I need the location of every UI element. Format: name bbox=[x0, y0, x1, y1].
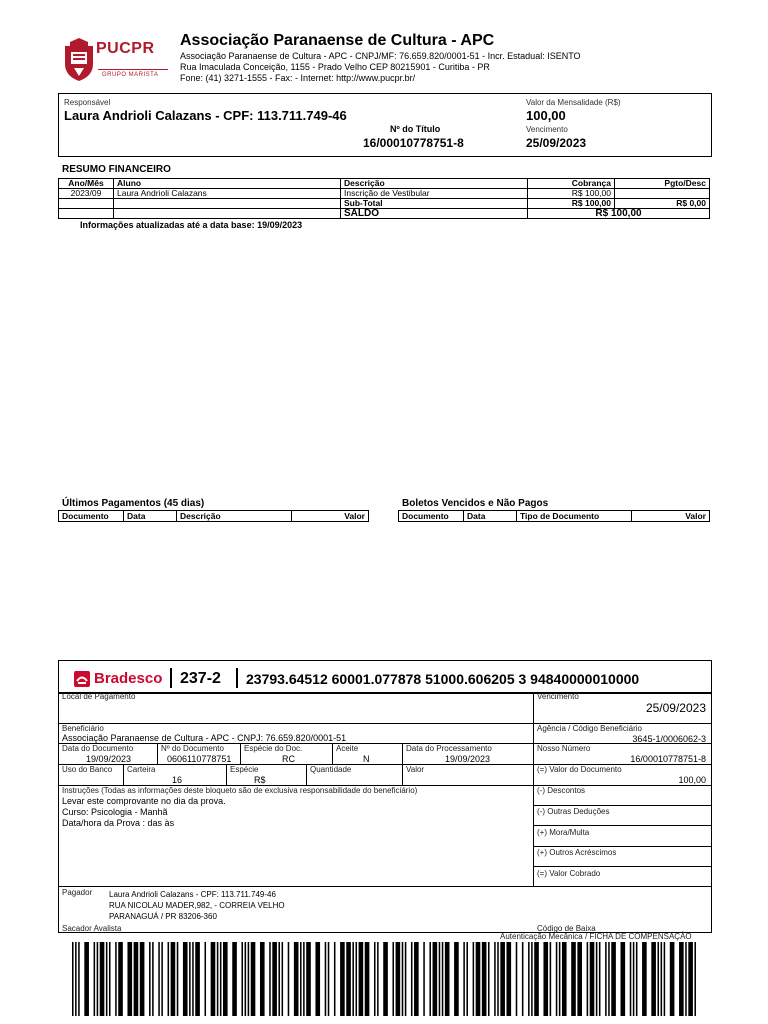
barcode-bar bbox=[636, 942, 638, 1016]
barcode-bar bbox=[251, 942, 256, 1016]
barcode-bar bbox=[72, 942, 74, 1016]
data-proc-label: Data do Processamento bbox=[406, 744, 492, 753]
barcode-bar bbox=[158, 942, 160, 1016]
barcode-bar bbox=[651, 942, 656, 1016]
barcode-bar bbox=[402, 942, 404, 1016]
barcode-bar bbox=[405, 942, 407, 1016]
titulo-label: Nº do Título bbox=[390, 124, 441, 134]
barcode-bar bbox=[587, 942, 589, 1016]
valor-label: Valor bbox=[406, 765, 425, 774]
col-data: Data bbox=[464, 511, 517, 522]
responsavel-value: Laura Andrioli Calazans - CPF: 113.711.749-46 bbox=[64, 108, 347, 123]
barcode-bar bbox=[688, 942, 693, 1016]
barcode-bar bbox=[559, 942, 561, 1016]
barcode-bar bbox=[288, 942, 290, 1016]
barcode-bar bbox=[562, 942, 567, 1016]
pagador-line-1: Laura Andrioli Calazans - CPF: 113.711.749-46 bbox=[109, 890, 276, 899]
saldo-value: R$ 100,00 bbox=[528, 209, 710, 219]
barcode-bar bbox=[556, 942, 558, 1016]
barcode-bar bbox=[223, 942, 228, 1016]
pagador-line-2: RUA NICOLAU MADER,982, - CORREIA VELHO bbox=[109, 901, 285, 910]
data-proc-value: 19/09/2023 bbox=[445, 754, 491, 764]
barcode-bar bbox=[340, 942, 345, 1016]
instrucao-line-1: Levar este comprovante no dia da prova. bbox=[62, 796, 226, 806]
pucpr-crest-icon bbox=[62, 38, 96, 82]
barcode-bar bbox=[414, 942, 419, 1016]
barcode-bar bbox=[423, 942, 425, 1016]
barcode-bar bbox=[100, 942, 105, 1016]
instrucao-line-3: Data/hora da Prova : das às bbox=[62, 818, 175, 828]
data-doc-value: 19/09/2023 bbox=[86, 754, 132, 764]
barcode-bar bbox=[383, 942, 388, 1016]
valor-doc-value: 100,00 bbox=[678, 775, 706, 785]
barcode-bar bbox=[78, 942, 80, 1016]
outras-deducoes-label: (-) Outras Deduções bbox=[537, 807, 610, 816]
barcode-bar bbox=[183, 942, 188, 1016]
barcode-bar bbox=[377, 942, 379, 1016]
barcode-bar bbox=[571, 942, 576, 1016]
instrucoes-label: Instruções (Todas as informações deste bloqueto são de exclusiva responsabilidade do beneficiário) bbox=[62, 786, 418, 795]
barcode-bar bbox=[75, 942, 77, 1016]
barcode-bar bbox=[315, 942, 320, 1016]
col-pgto-desc: Pgto/Desc bbox=[615, 179, 710, 189]
barcode-bar bbox=[429, 942, 431, 1016]
barcode-bar bbox=[260, 942, 265, 1016]
barcode-bar bbox=[152, 942, 154, 1016]
col-descricao: Descrição bbox=[177, 511, 292, 522]
barcode-bar bbox=[500, 942, 505, 1016]
col-tipo: Tipo de Documento bbox=[517, 511, 632, 522]
codigo-baixa-label: Código de Baixa bbox=[537, 924, 596, 933]
quantidade-label: Quantidade bbox=[310, 765, 352, 774]
nosso-numero-label: Nosso Número bbox=[537, 744, 591, 753]
col-documento: Documento bbox=[399, 511, 464, 522]
col-data: Data bbox=[124, 511, 177, 522]
especie-value: R$ bbox=[254, 775, 266, 785]
barcode-bar bbox=[211, 942, 216, 1016]
boleto-vencimento-value: 25/09/2023 bbox=[645, 701, 706, 715]
agencia-label: Agência / Código Beneficiário bbox=[537, 724, 642, 733]
barcode-bar bbox=[621, 942, 626, 1016]
valor-cobrado-label: (=) Valor Cobrado bbox=[537, 869, 601, 878]
barcode-bar bbox=[328, 942, 330, 1016]
barcode-bar bbox=[248, 942, 250, 1016]
cell-descricao: Inscrição de Vestibular bbox=[341, 189, 528, 199]
barcode-bar bbox=[217, 942, 219, 1016]
autenticacao-label: Autenticação Mecânica / FICHA DE COMPENSAÇÃO bbox=[500, 932, 692, 941]
barcode-bar bbox=[633, 942, 635, 1016]
barcode-bar bbox=[596, 942, 598, 1016]
barcode-bar bbox=[127, 942, 132, 1016]
titulo-value: 16/00010778751-8 bbox=[363, 136, 464, 150]
barcode-bar bbox=[374, 942, 376, 1016]
saldo-label: SALDO bbox=[341, 209, 528, 219]
valor-doc-label: (=) Valor do Documento bbox=[537, 765, 622, 774]
barcode-bar bbox=[605, 942, 607, 1016]
logo-wordmark: PUCPR bbox=[96, 40, 155, 57]
data-doc-label: Data do Documento bbox=[62, 744, 134, 753]
subtotal-cobranca: R$ 100,00 bbox=[528, 199, 615, 209]
barcode bbox=[72, 942, 696, 1016]
barcode-bar bbox=[442, 942, 444, 1016]
vencimento-value: 25/09/2023 bbox=[526, 136, 587, 150]
especie-doc-label: Espécie do Doc. bbox=[244, 744, 303, 753]
subtotal-label: Sub-Total bbox=[341, 199, 528, 209]
aceite-label: Aceite bbox=[336, 744, 359, 753]
barcode-bar bbox=[245, 942, 247, 1016]
carteira-label: Carteira bbox=[127, 765, 156, 774]
barcode-bar bbox=[325, 942, 327, 1016]
barcode-bar bbox=[177, 942, 179, 1016]
barcode-bar bbox=[352, 942, 354, 1016]
barcode-bar bbox=[611, 942, 616, 1016]
barcode-bar bbox=[466, 942, 468, 1016]
aceite-value: N bbox=[363, 754, 370, 764]
bank-code: 237-2 bbox=[180, 670, 221, 687]
subtotal-pgto: R$ 0,00 bbox=[615, 199, 710, 209]
org-title: Associação Paranaense de Cultura - APC bbox=[180, 32, 495, 49]
barcode-bar bbox=[334, 942, 336, 1016]
barcode-bar bbox=[488, 942, 490, 1016]
barcode-bar bbox=[94, 942, 96, 1016]
resumo-table bbox=[58, 178, 710, 219]
beneficiario-label: Beneficiário bbox=[62, 724, 104, 733]
barcode-bar bbox=[473, 942, 475, 1016]
col-ano-mes: Ano/Mês bbox=[59, 179, 114, 189]
barcode-bar bbox=[685, 942, 687, 1016]
barcode-bar bbox=[192, 942, 194, 1016]
barcode-bar bbox=[497, 942, 499, 1016]
boleto-vencimento-label: Vencimento bbox=[537, 692, 579, 701]
barcode-bar bbox=[300, 942, 302, 1016]
barcode-bar bbox=[476, 942, 481, 1016]
barcode-bar bbox=[630, 942, 632, 1016]
outros-acrescimos-label: (+) Outros Acréscimos bbox=[537, 848, 617, 857]
org-line-2: Rua Imaculada Conceição, 1155 - Prado Velho CEP 80215901 - Curitiba - PR bbox=[180, 62, 490, 72]
barcode-bar bbox=[282, 942, 284, 1016]
barcode-bar bbox=[661, 942, 663, 1016]
beneficiario-value: Associação Paranaense de Cultura - APC - CNPJ: 76.659.820/0001-51 bbox=[62, 733, 347, 743]
table-header-row bbox=[59, 511, 369, 522]
cell-cobranca: R$ 100,00 bbox=[528, 189, 615, 199]
barcode-bar bbox=[294, 942, 299, 1016]
vencidos-table bbox=[398, 510, 710, 522]
barcode-bar bbox=[445, 942, 450, 1016]
barcode-bar bbox=[531, 942, 533, 1016]
barcode-bar bbox=[106, 942, 108, 1016]
cell-aluno: Laura Andrioli Calazans bbox=[114, 189, 341, 199]
barcode-bar bbox=[657, 942, 659, 1016]
col-valor: Valor bbox=[292, 511, 369, 522]
barcode-bar bbox=[670, 942, 675, 1016]
logo-subtitle: GRUPO MARISTA bbox=[102, 72, 159, 78]
barcode-bar bbox=[494, 942, 496, 1016]
barcode-bar bbox=[97, 942, 99, 1016]
col-aluno: Aluno bbox=[114, 179, 341, 189]
barcode-bar bbox=[679, 942, 684, 1016]
nosso-numero-value: 16/00010778751-8 bbox=[630, 754, 706, 764]
barcode-bar bbox=[522, 942, 524, 1016]
saldo-row bbox=[59, 209, 710, 219]
barcode-bar bbox=[359, 942, 364, 1016]
org-line-3: Fone: (41) 3271-1555 - Fax: - Internet: http://www.pucpr.br/ bbox=[180, 73, 416, 83]
local-pagamento-label: Local de Pagamento bbox=[62, 692, 136, 701]
descontos-label: (-) Descontos bbox=[537, 786, 586, 795]
table-header-row bbox=[59, 179, 710, 189]
barcode-bar bbox=[84, 942, 89, 1016]
ultimos-title: Últimos Pagamentos (45 dias) bbox=[62, 498, 205, 509]
barcode-bar bbox=[482, 942, 487, 1016]
barcode-bar bbox=[168, 942, 170, 1016]
instrucao-line-2: Curso: Psicologia - Manhã bbox=[62, 807, 168, 817]
barcode-bar bbox=[543, 942, 548, 1016]
barcode-bar bbox=[205, 942, 207, 1016]
barcode-bar bbox=[306, 942, 311, 1016]
pagador-line-3: PARANAGUÁ / PR 83206-360 bbox=[109, 912, 217, 921]
mora-label: (+) Mora/Multa bbox=[537, 828, 590, 837]
cell-pgto bbox=[615, 189, 710, 199]
col-valor: Valor bbox=[632, 511, 710, 522]
barcode-bar bbox=[528, 942, 530, 1016]
barcode-bar bbox=[195, 942, 200, 1016]
pucpr-logo bbox=[62, 36, 174, 88]
barcode-bar bbox=[241, 942, 243, 1016]
num-doc-label: Nº do Documento bbox=[161, 744, 224, 753]
num-doc-value: 0606110778751 bbox=[167, 754, 232, 764]
subtotal-row bbox=[59, 199, 710, 209]
barcode-bar bbox=[161, 942, 163, 1016]
barcode-bar bbox=[171, 942, 176, 1016]
barcode-bar bbox=[396, 942, 401, 1016]
barcode-bar bbox=[232, 942, 237, 1016]
barcode-bar bbox=[433, 942, 438, 1016]
barcode-bar bbox=[278, 942, 280, 1016]
resumo-note: Informações atualizadas até a data base: 19/09/2023 bbox=[80, 220, 303, 230]
barcode-bar bbox=[365, 942, 370, 1016]
barcode-bar bbox=[506, 942, 511, 1016]
barcode-bar bbox=[134, 942, 139, 1016]
barcode-bar bbox=[577, 942, 582, 1016]
barcode-bar bbox=[356, 942, 358, 1016]
responsavel-label: Responsável bbox=[64, 98, 111, 107]
barcode-bar bbox=[140, 942, 145, 1016]
barcode-bar bbox=[115, 942, 117, 1016]
cell-ano-mes: 2023/09 bbox=[59, 189, 114, 199]
bradesco-icon bbox=[74, 671, 90, 687]
barcode-bar bbox=[608, 942, 610, 1016]
barcode-bar bbox=[439, 942, 441, 1016]
barcode-bar bbox=[454, 942, 459, 1016]
barcode-bar bbox=[149, 942, 151, 1016]
sacador-label: Sacador Avalista bbox=[62, 924, 122, 933]
barcode-bar bbox=[220, 942, 222, 1016]
ultimos-table bbox=[58, 510, 369, 522]
barcode-bar bbox=[664, 942, 666, 1016]
barcode-bar bbox=[550, 942, 552, 1016]
barcode-bar bbox=[118, 942, 123, 1016]
mensalidade-value: 100,00 bbox=[526, 108, 566, 123]
bank-name: Bradesco bbox=[94, 670, 163, 687]
barcode-bar bbox=[303, 942, 305, 1016]
pagador-label: Pagador bbox=[62, 888, 93, 897]
vencidos-title: Boletos Vencidos e Não Pagos bbox=[402, 498, 549, 509]
col-descricao: Descrição bbox=[341, 179, 528, 189]
barcode-bar bbox=[599, 942, 601, 1016]
barcode-bar bbox=[269, 942, 271, 1016]
resumo-title: RESUMO FINANCEIRO bbox=[62, 164, 171, 175]
barcode-bar bbox=[189, 942, 191, 1016]
uso-banco-label: Uso do Banco bbox=[62, 765, 113, 774]
barcode-bar bbox=[694, 942, 696, 1016]
especie-label: Espécie bbox=[230, 765, 259, 774]
mensalidade-label: Valor da Mensalidade (R$) bbox=[526, 98, 621, 107]
col-cobranca: Cobrança bbox=[528, 179, 615, 189]
table-row bbox=[59, 189, 710, 199]
barcode-bar bbox=[346, 942, 351, 1016]
barcode-bar bbox=[463, 942, 465, 1016]
vencimento-label: Vencimento bbox=[526, 125, 568, 134]
barcode-bar bbox=[272, 942, 277, 1016]
especie-doc-value: RC bbox=[282, 754, 295, 764]
barcode-bar bbox=[590, 942, 595, 1016]
carteira-value: 16 bbox=[172, 775, 183, 785]
barcode-bar bbox=[109, 942, 111, 1016]
org-line-1: Associação Paranaense de Cultura - APC - CNPJ/MF: 76.659.820/0001-51 - Incr. Estadual: ISENTO bbox=[180, 51, 581, 61]
barcode-bar bbox=[392, 942, 394, 1016]
barcode-bar bbox=[411, 942, 413, 1016]
barcode-bar bbox=[534, 942, 539, 1016]
agencia-value: 3645-1/0006062-3 bbox=[632, 734, 706, 744]
linha-digitavel: 23793.64512 60001.077878 51000.606205 3 94840000010000 bbox=[246, 671, 640, 687]
table-header-row bbox=[399, 511, 710, 522]
col-documento: Documento bbox=[59, 511, 124, 522]
barcode-bar bbox=[516, 942, 518, 1016]
barcode-bar bbox=[642, 942, 647, 1016]
